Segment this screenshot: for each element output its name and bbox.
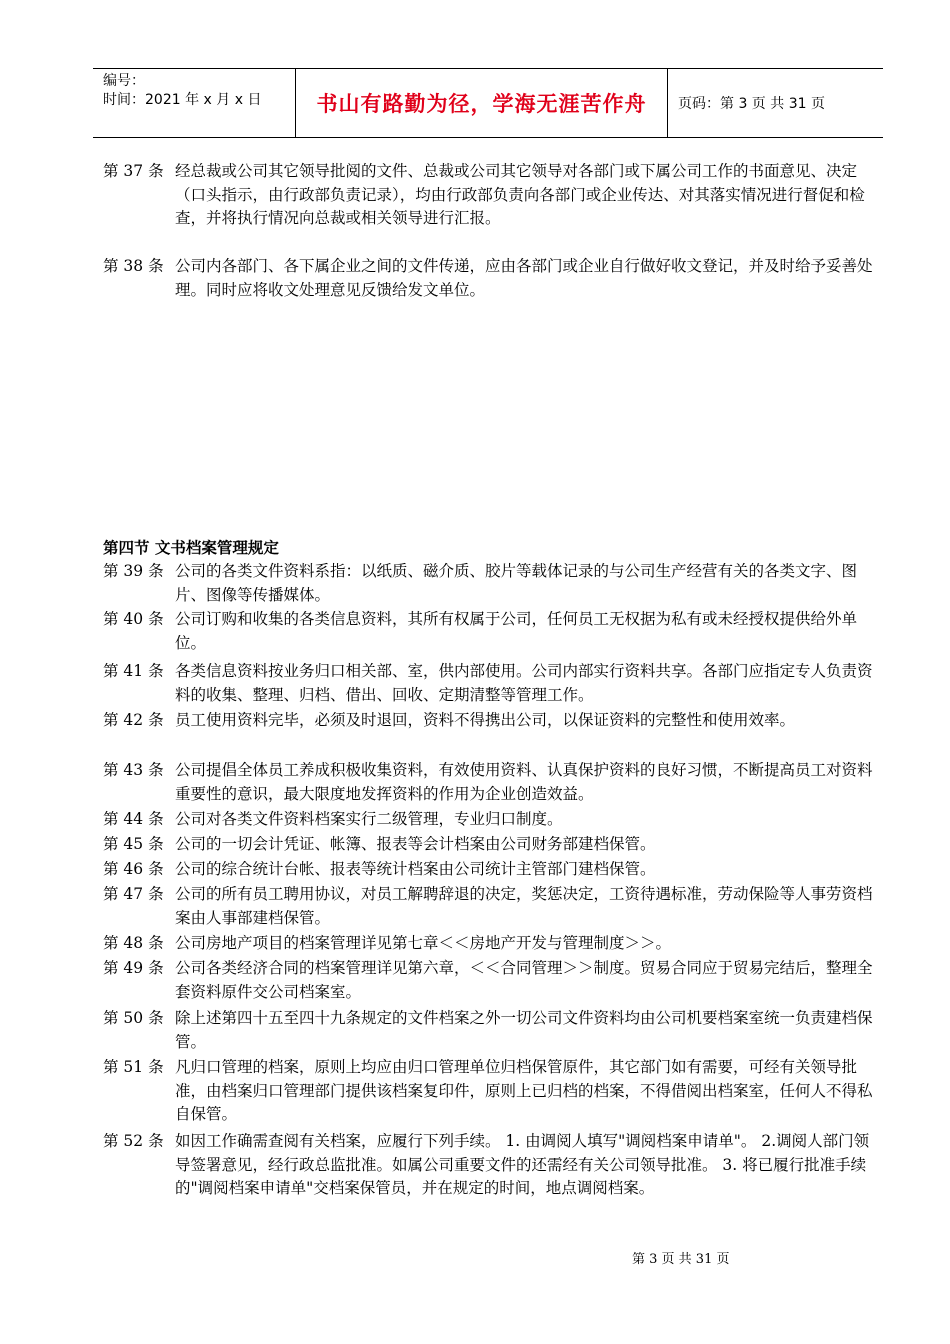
article-text: 公司的综合统计台帐、报表等统计档案由公司统计主管部门建档保管。: [175, 860, 656, 878]
article: [103, 709, 883, 733]
article-text: 公司提倡全体员工养成积极收集资料，有效使用资料、认真保护资料的良好习惯，不断提高员工对资料重要性的意识，最大限度地发挥资料的作用为企业创造效益。: [175, 761, 873, 803]
article: [103, 560, 883, 607]
article-text: 公司的各类文件资料系指：以纸质、磁介质、胶片等载体记录的与公司生产经营有关的各类文字、图片、图像等传播媒体。: [175, 562, 858, 604]
article-number: 第 41 条: [103, 662, 164, 680]
article: [103, 255, 883, 302]
article: [103, 660, 883, 707]
page-footer: 第 3 页 共 31 页: [632, 1252, 730, 1267]
article-number: 第 42 条: [103, 711, 164, 729]
article: [103, 957, 883, 1004]
article-text: 公司的所有员工聘用协议，对员工解聘辞退的决定，奖惩决定，工资待遇标准，劳动保险等人事劳资档案由人事部建档保管。: [175, 885, 873, 927]
article-number: 第 52 条: [103, 1132, 164, 1150]
article-text: 公司各类经济合同的档案管理详见第六章，＜＜合同管理＞＞制度。贸易合同应于贸易完结后，整理全套资料原件交公司档案室。: [175, 959, 873, 1001]
article-number: 第 43 条: [103, 761, 164, 779]
article-number: 第 39 条: [103, 562, 164, 580]
article-number: 第 50 条: [103, 1009, 164, 1027]
article-text: 如因工作确需查阅有关档案，应履行下列手续。 1. 由调阅人填写"调阅档案申请单"。 2.调阅人部门领导签署意见，经行政总监批准。如属公司重要文件的还需经有关公司领导批准。 3. 将已履行批准手续的"调阅档案申请单"交档案保管员，并在规定的时间，地点调阅档案。: [175, 1132, 870, 1197]
article-number: 第 51 条: [103, 1058, 164, 1076]
header-motto-cell: [295, 69, 668, 137]
header-page-label: 页码：第 3 页 共 31 页: [678, 96, 825, 112]
article: [103, 932, 883, 956]
header-page-cell: [668, 69, 883, 137]
article: [103, 883, 883, 930]
article-number: 第 40 条: [103, 610, 164, 628]
article: [103, 833, 883, 857]
article-text: 经总裁或公司其它领导批阅的文件、总裁或公司其它领导对各部门或下属公司工作的书面意见、决定（口头指示，由行政部负责记录），均由行政部负责向各部门或企业传达、对其落实情况进行督促和检查，并将执行情况向总裁或相关领导进行汇报。: [175, 162, 865, 227]
article-number: 第 48 条: [103, 934, 164, 952]
article-text: 凡归口管理的档案，原则上均应由归口管理单位归档保管原件，其它部门如有需要，可经有关领导批准，由档案归口管理部门提供该档案复印件，原则上已归档的档案，不得借阅出档案室，任何人不得私自保管。: [175, 1058, 873, 1123]
article: [103, 1130, 883, 1201]
article-text: 员工使用资料完毕，必须及时退回，资料不得携出公司，以保证资料的完整性和使用效率。: [175, 711, 796, 729]
article-number: 第 44 条: [103, 810, 164, 828]
article-number: 第 38 条: [103, 257, 164, 275]
article-text: 公司房地产项目的档案管理详见第七章＜＜房地产开发与管理制度＞＞。: [175, 934, 672, 952]
serial-label: 编号：: [103, 73, 145, 89]
header-motto: 书山有路勤为径，学海无涯苦作舟: [316, 92, 647, 116]
article-text: 公司对各类文件资料档案实行二级管理，专业归口制度。: [175, 810, 563, 828]
article-number: 第 47 条: [103, 885, 164, 903]
article-text: 公司内各部门、各下属企业之间的文件传递，应由各部门或企业自行做好收文登记，并及时给予妥善处理。同时应将收文处理意见反馈给发文单位。: [175, 257, 873, 299]
article: [103, 759, 883, 806]
article-number: 第 49 条: [103, 959, 164, 977]
header-meta: [93, 69, 295, 137]
article: [103, 160, 883, 231]
page-header: [93, 68, 883, 138]
article: [103, 608, 883, 655]
article-text: 公司订购和收集的各类信息资料，其所有权属于公司，任何员工无权据为私有或未经授权提供给外单位。: [175, 610, 858, 652]
article-text: 公司的一切会计凭证、帐簿、报表等会计档案由公司财务部建档保管。: [175, 835, 656, 853]
article: [103, 808, 883, 832]
time-label: 时间：2021 年 x 月 x 日: [103, 92, 262, 108]
article: [103, 1056, 883, 1127]
article: [103, 1007, 883, 1054]
article-number: 第 45 条: [103, 835, 164, 853]
article-number: 第 37 条: [103, 162, 164, 180]
article-text: 各类信息资料按业务归口相关部、室，供内部使用。公司内部实行资料共享。各部门应指定专人负责资料的收集、整理、归档、借出、回收、定期清整等管理工作。: [175, 662, 873, 704]
article: [103, 858, 883, 882]
section-title: 第四节 文书档案管理规定: [103, 539, 279, 557]
article-number: 第 46 条: [103, 860, 164, 878]
article-text: 除上述第四十五至四十九条规定的文件档案之外一切公司文件资料均由公司机要档案室统一负责建档保管。: [175, 1009, 873, 1051]
